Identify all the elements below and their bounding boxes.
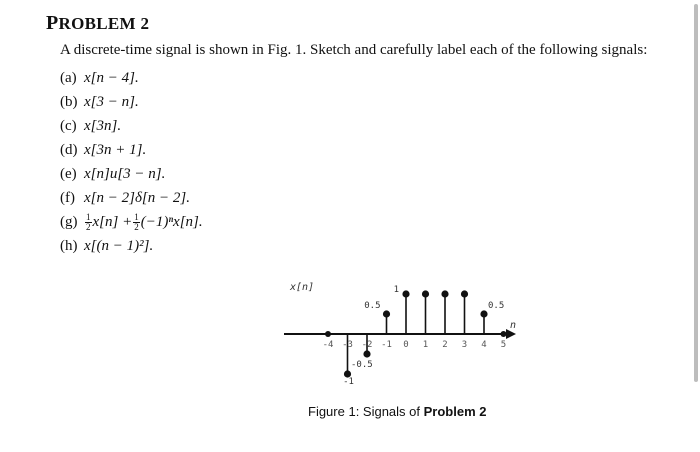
item-a: (a) x[n − 4]. — [60, 70, 139, 86]
item-list — [60, 66, 203, 258]
tick-label: -2 — [361, 340, 373, 350]
item-f: (f) x[n − 2]δ[n − 2]. — [60, 190, 190, 206]
tick-label: 4 — [481, 340, 487, 350]
item-g: (g) $\frac{1}{2}$ x[n] + $\frac{1}{2}$ (−1)ⁿx[n]. — [60, 211, 203, 232]
item-c: (c) x[3n]. — [60, 118, 122, 134]
value-label: 0.5 — [364, 301, 381, 311]
signal-figure — [270, 270, 530, 400]
y-axis-label: x[n] — [290, 282, 315, 293]
problem-intro: A discrete-time signal is shown in Fig. 1. Sketch and carefully label each of the following signals: — [60, 42, 648, 58]
tick-label: 1 — [422, 340, 429, 350]
problem-title: PROBLEM 2 — [46, 12, 150, 34]
tick-label: 3 — [461, 340, 468, 350]
stem-point — [480, 310, 487, 317]
item-d: (d) x[3n + 1]. — [60, 142, 147, 158]
item-h: (h) x[(n − 1)²]. — [60, 238, 154, 254]
tick-label: 2 — [442, 340, 448, 350]
item-e: (e) x[n]u[3 − n]. — [60, 166, 166, 182]
value-label: 1 — [393, 285, 399, 295]
stem-point — [422, 290, 429, 297]
stem-point — [441, 290, 448, 297]
stem-plot — [270, 270, 530, 400]
stem-point — [402, 290, 409, 297]
figure-caption: Figure 1: Signals of Problem 2 — [308, 404, 487, 419]
stem-point — [363, 350, 370, 357]
tick-label: -3 — [342, 340, 353, 350]
value-label: -1 — [343, 377, 354, 387]
scrollbar[interactable] — [694, 4, 698, 382]
stem-point — [461, 290, 468, 297]
tick-label: 0 — [403, 340, 409, 350]
fraction-half-2: $\frac{1}{2}$ — [134, 211, 139, 232]
tick-label: -1 — [381, 340, 392, 350]
value-label: -0.5 — [351, 360, 373, 370]
item-b: (b) x[3 − n]. — [60, 94, 139, 110]
tick-label: -4 — [322, 340, 334, 350]
stem-point-zero — [325, 331, 331, 337]
stem-point — [383, 310, 390, 317]
stem-point-zero — [501, 331, 507, 337]
value-label: 0.5 — [488, 301, 505, 311]
fraction-half: $\frac{1}{2}$ — [86, 211, 91, 232]
x-axis-label: n — [510, 320, 517, 331]
tick-label: 5 — [500, 340, 507, 350]
